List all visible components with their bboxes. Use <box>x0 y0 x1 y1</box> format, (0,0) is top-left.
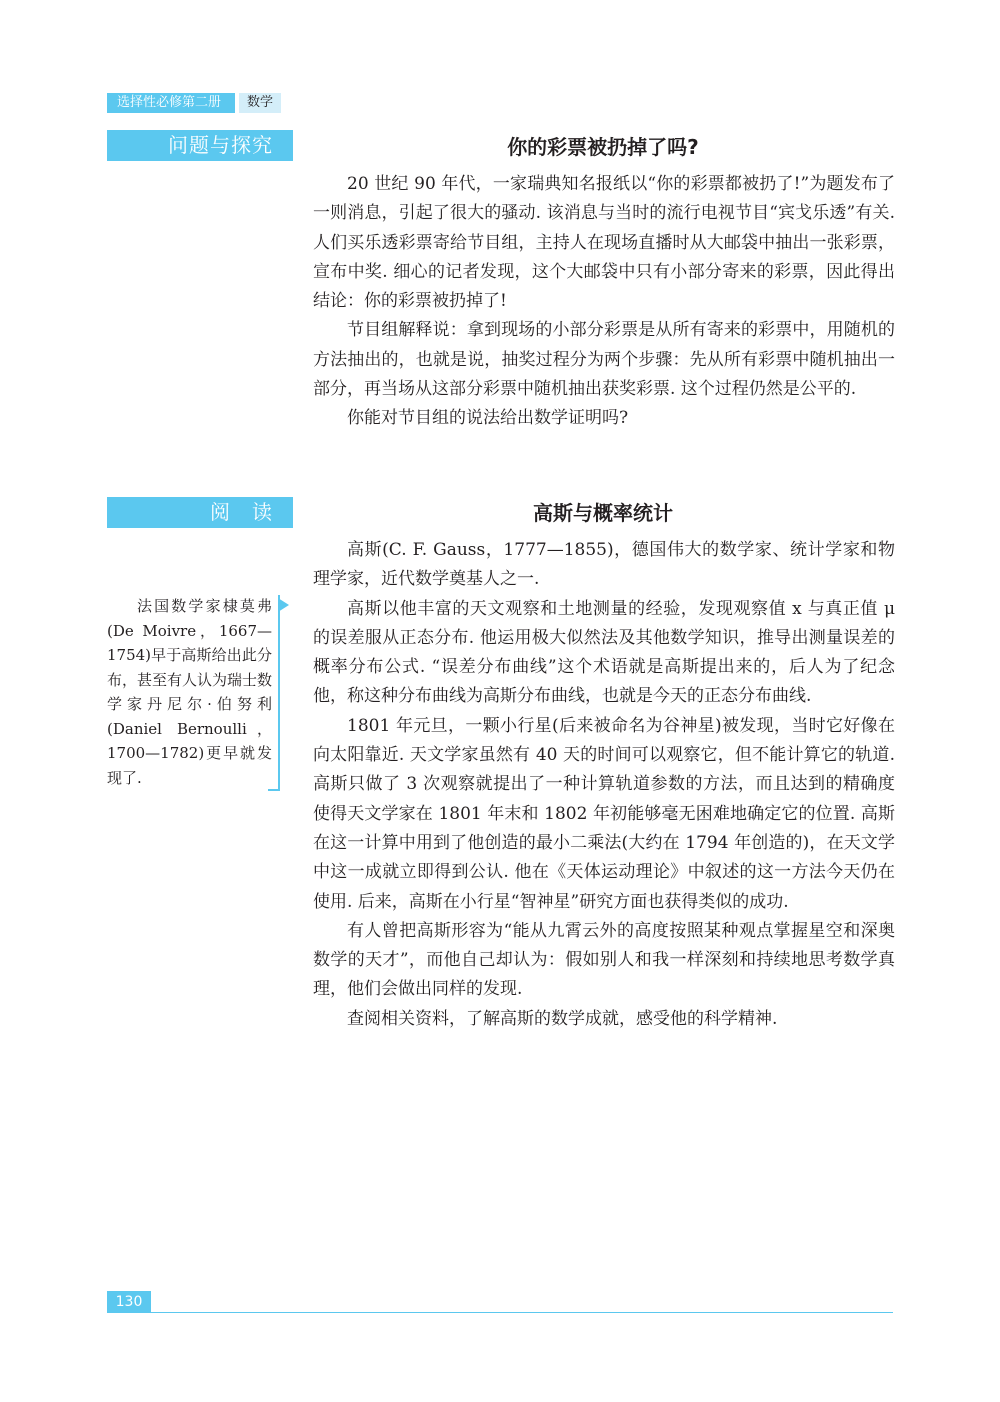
paragraph: 节目组解释说：拿到现场的小部分彩票是从所有寄来的彩票中，用随机的方法抽出的，也就是说，抽奖过程分为两个步骤：先从所有彩票中随机抽出一部分，再当场从这部分彩票中随机抽出获奖彩票. 这个过程仍然是公平的. <box>313 320 895 400</box>
paragraph: 高斯以他丰富的天文观察和土地测量的经验，发现观察值 x 与真正值 μ 的误差服从正态分布. 他运用极大似然法及其他数学知识，推导出测量误差的概率分布公式. “误差分布曲线”这个术语就是高斯提出来的，后人为了纪念他，称这种分布曲线为高斯分布曲线，也就是今天的正态分布曲线. <box>313 598 895 707</box>
section-label-reading: 阅 读 <box>107 497 293 528</box>
paragraph: 高斯(C. F. Gauss，1777—1855)，德国伟大的数学家、统计学家和物理学家，近代数学奠基人之一. <box>313 540 895 590</box>
footer-rule <box>151 1312 893 1313</box>
section-label-inquiry: 问题与探究 <box>107 130 293 161</box>
section-title-gauss: 高斯与概率统计 <box>533 501 673 525</box>
paragraph: 1801 年元旦，一颗小行星(后来被命名为谷神星)被发现，当时它好像在向太阳靠近. 天文学家虽然有 40 天的时间可以观察它，但不能计算它的轨道. 高斯只做了 3 次观察就提出了一种计算轨道参数的方法，而且达到的精确度使得天文学家在 1801 年末和 1802 年初能够毫无困难地确定它的位置. 高斯在这一计算中用到了他创造的最小二乘法(大约在 1794 年创造的)，在天文学中这一成就立即得到公认. 他在《天体运动理论》中叙述的这一方法今天仍在使用. 后来，高斯在小行星“智神星”研究方面也获得类似的成功. <box>313 715 895 912</box>
running-header <box>107 93 281 113</box>
margin-note-bracket <box>268 595 280 791</box>
section-body-gauss <box>313 536 895 1034</box>
paragraph: 有人曾把高斯形容为“能从九霄云外的高度按照某种观点掌握星空和深奥数学的天才”，而他自己却认为：假如别人和我一样深刻和持续地思考数学真理，他们会做出同样的发现. <box>313 920 895 1000</box>
paragraph: 20 世纪 90 年代，一家瑞典知名报纸以“你的彩票都被扔了!”为题发布了一则消息，引起了很大的骚动. 该消息与当时的流行电视节目“宾戈乐透”有关. 人们买乐透彩票寄给节目组，主持人在现场直播时从大邮袋中抽出一张彩票，宣布中奖. 细心的记者发现，这个大邮袋中只有小部分寄来的彩票，因此得出结论：你的彩票被扔掉了! <box>313 174 895 312</box>
margin-note <box>107 594 272 790</box>
paragraph: 你能对节目组的说法给出数学证明吗? <box>347 408 629 429</box>
paragraph: 查阅相关资料，了解高斯的数学成就，感受他的科学精神. <box>347 1008 778 1029</box>
section-title-lottery: 你的彩票被扔掉了吗? <box>507 135 699 159</box>
margin-note-text: 法国数学家棣莫弗(De Moivre，1667—1754)早于高斯给出此分布，甚至有人认为瑞士数学家丹尼尔·伯努利(Daniel Bernoulli，1700—1782)更早就发现了. <box>107 597 273 787</box>
section-body-lottery <box>313 170 895 434</box>
page-number: 130 <box>107 1291 151 1313</box>
margin-note-arrow-icon <box>278 598 289 612</box>
subject-name: 数学 <box>239 93 281 113</box>
book-title: 选择性必修第二册 <box>107 93 235 113</box>
